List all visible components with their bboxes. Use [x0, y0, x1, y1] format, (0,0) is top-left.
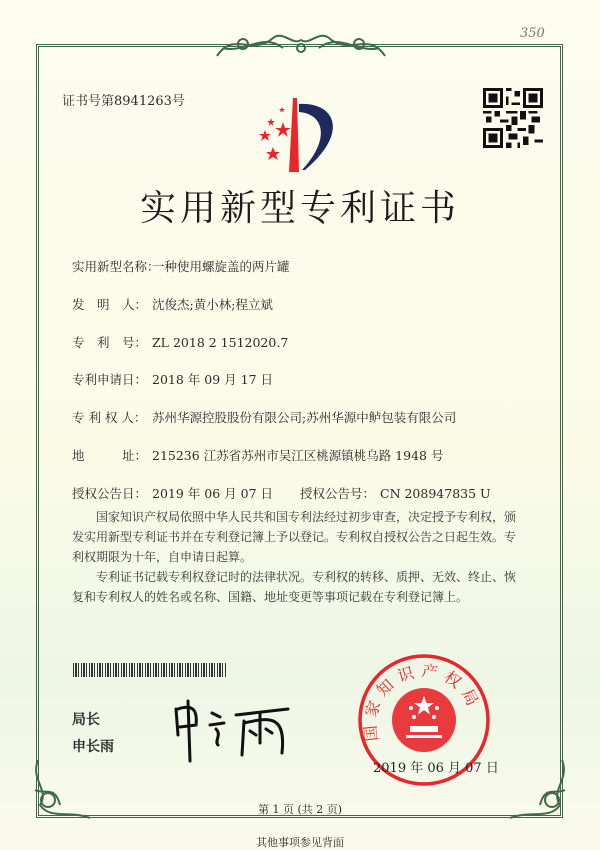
- field-application-date: [72, 370, 273, 388]
- barcode: [73, 663, 226, 677]
- field-label: 地 址：: [72, 448, 148, 463]
- field-value: 2018 年 09 月 17 日: [152, 372, 273, 387]
- field-value: CN 208947835 U: [380, 486, 491, 501]
- handwritten-signature: [170, 695, 300, 763]
- handwritten-number: 350: [520, 26, 545, 41]
- field-label: 专 利 号：: [72, 335, 148, 350]
- field-value: ZL 2018 2 1512020.7: [152, 335, 289, 350]
- field-label: 授权公告日：: [72, 486, 148, 501]
- field-patent-number: [72, 333, 288, 351]
- certificate-number: 证书号第8941263号: [62, 94, 185, 109]
- field-utility-model-name: [72, 257, 290, 275]
- field-value: 一种使用螺旋盖的两片罐: [152, 259, 290, 274]
- page-number: 第 1 页 (共 2 页): [257, 803, 343, 816]
- field-value: 苏州华源控股股份有限公司;苏州华源中鲈包装有限公司: [152, 410, 457, 425]
- field-label: 专利申请日：: [72, 372, 148, 387]
- paragraph-grant: 国家知识产权局依照中华人民共和国专利法经过初步审查，决定授予专利权，颁发实用新型专利证书并在专利登记簿上予以登记。专利权自授权公告之日起生效。专利权期限为十年，自申请日起算。: [72, 510, 517, 564]
- field-value: 沈俊杰;黄小林;程立斌: [152, 297, 273, 312]
- field-value: 2019 年 06 月 07 日: [152, 486, 273, 501]
- top-ornament: [213, 26, 389, 62]
- field-value: 215236 江苏省苏州市吴江区桃源镇桃乌路 1948 号: [152, 448, 444, 463]
- svg-text:国家知识产权局: 国家知识产权局: [360, 660, 485, 743]
- field-label: 实用新型名称：: [72, 259, 160, 274]
- signatory-name: 申长雨: [72, 739, 114, 755]
- signatory-title: 局长: [72, 712, 100, 728]
- certificate-title: 实用新型专利证书: [139, 188, 460, 229]
- cnipa-logo: [255, 92, 350, 174]
- field-patentee: [72, 408, 456, 426]
- field-label: 发 明 人：: [72, 297, 148, 312]
- field-label: 授权公告号：: [300, 486, 376, 501]
- seal-date: 2019 年 06 月 07 日: [373, 761, 499, 776]
- field-announcement-number: [300, 484, 491, 502]
- field-label: 专 利 权 人：: [72, 410, 147, 425]
- field-grant-date: [72, 484, 273, 502]
- back-note: 其他事项参见背面: [256, 836, 344, 849]
- qr-code: [483, 87, 543, 149]
- paragraph-legal-status: 专利证书记载专利权登记时的法律状况。专利权的转移、质押、无效、终止、恢复和专利权人的姓名或名称、国籍、地址变更等事项记载在专利登记簿上。: [72, 570, 517, 604]
- field-inventors: [72, 295, 273, 313]
- field-address: [72, 446, 443, 464]
